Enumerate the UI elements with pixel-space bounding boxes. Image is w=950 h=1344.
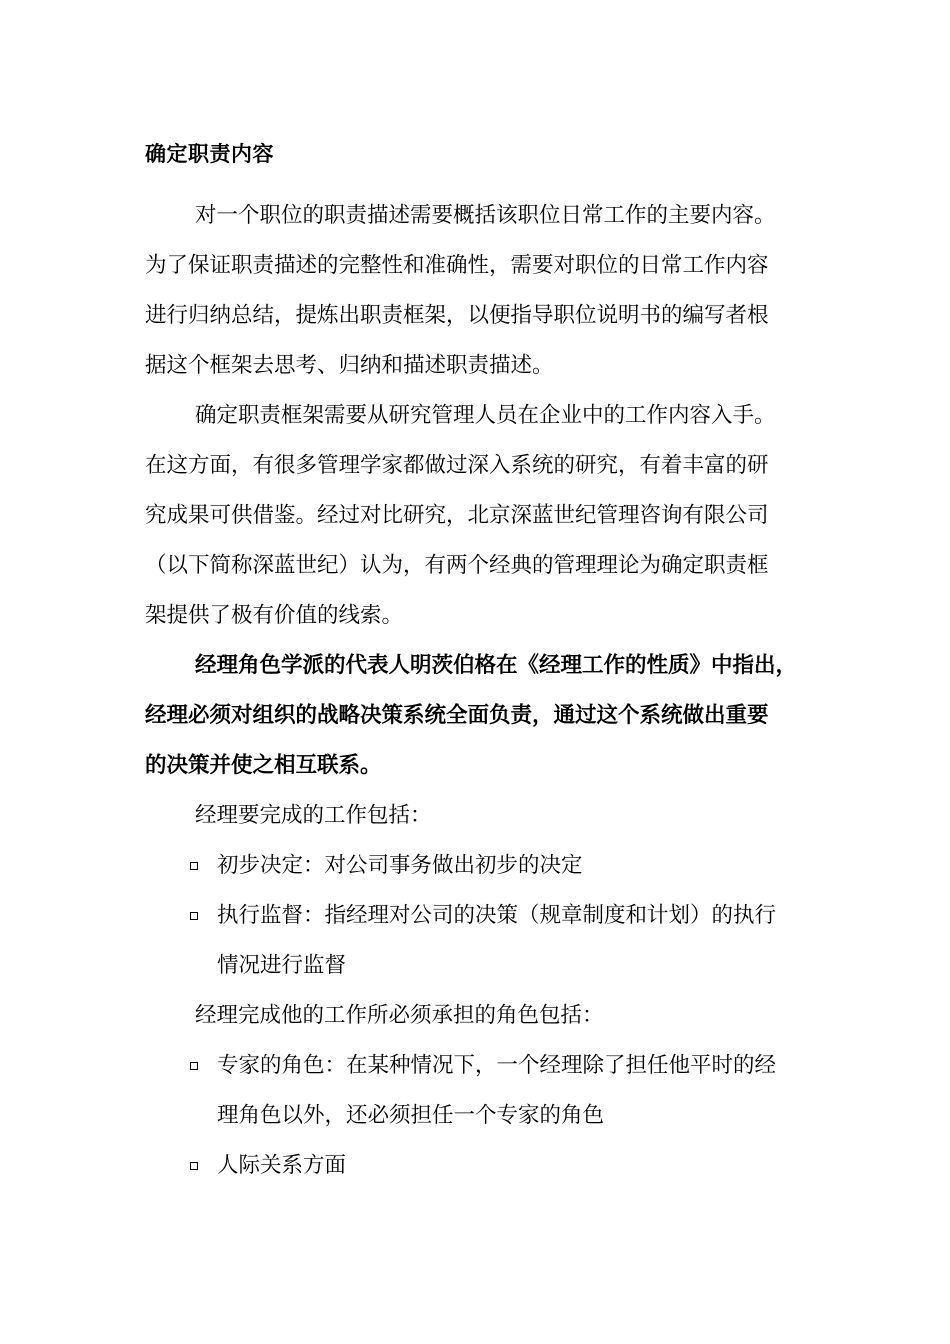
- para3-line-1: 经理角色学派的代表人明茨伯格在《经理工作的性质》中指出，: [195, 653, 798, 678]
- list2-intro: 经理完成他的工作所必须承担的角色包括：: [195, 1003, 604, 1028]
- square-bullet-icon: [190, 912, 198, 920]
- para2-line-4: （以下简称深蓝世纪）认为，有两个经典的管理理论为确定职责框: [145, 553, 769, 578]
- section-heading: 确定职责内容: [145, 141, 274, 166]
- para1-line-4: 据这个框架去思考、归纳和描述职责描述。: [145, 353, 554, 378]
- list2-item-1-line-1: 专家的角色：在某种情况下，一个经理除了担任他平时的经: [217, 1053, 777, 1078]
- para3-line-2: 经理必须对组织的战略决策系统全面负责，通过这个系统做出重要: [145, 703, 769, 728]
- list1-item-2-line-2: 情况进行监督: [217, 953, 347, 978]
- para3-line-3: 的决策并使之相互联系。: [145, 753, 382, 778]
- para2-line-5: 架提供了极有价值的线索。: [145, 603, 404, 628]
- para1-line-2: 为了保证职责描述的完整性和准确性，需要对职位的日常工作内容: [145, 253, 769, 278]
- list2-item-1-line-2: 理角色以外，还必须担任一个专家的角色: [217, 1103, 605, 1128]
- list1-item-1: 初步决定：对公司事务做出初步的决定: [217, 853, 583, 878]
- list2-item-2: 人际关系方面: [217, 1153, 347, 1178]
- para2-line-3: 究成果可供借鉴。经过对比研究，北京深蓝世纪管理咨询有限公司: [145, 503, 769, 528]
- para1-line-3: 进行归纳总结，提炼出职责框架，以便指导职位说明书的编写者根: [145, 303, 769, 328]
- square-bullet-icon: [190, 1162, 198, 1170]
- list1-intro: 经理要完成的工作包括：: [195, 803, 432, 828]
- square-bullet-icon: [190, 1062, 198, 1070]
- para2-line-2: 在这方面，有很多管理学家都做过深入系统的研究，有着丰富的研: [145, 453, 769, 478]
- para1-line-1: 对一个职位的职责描述需要概括该职位日常工作的主要内容。: [195, 203, 776, 228]
- list1-item-2-line-1: 执行监督：指经理对公司的决策（规章制度和计划）的执行: [217, 903, 777, 928]
- square-bullet-icon: [190, 862, 198, 870]
- para2-line-1: 确定职责框架需要从研究管理人员在企业中的工作内容入手。: [195, 403, 776, 428]
